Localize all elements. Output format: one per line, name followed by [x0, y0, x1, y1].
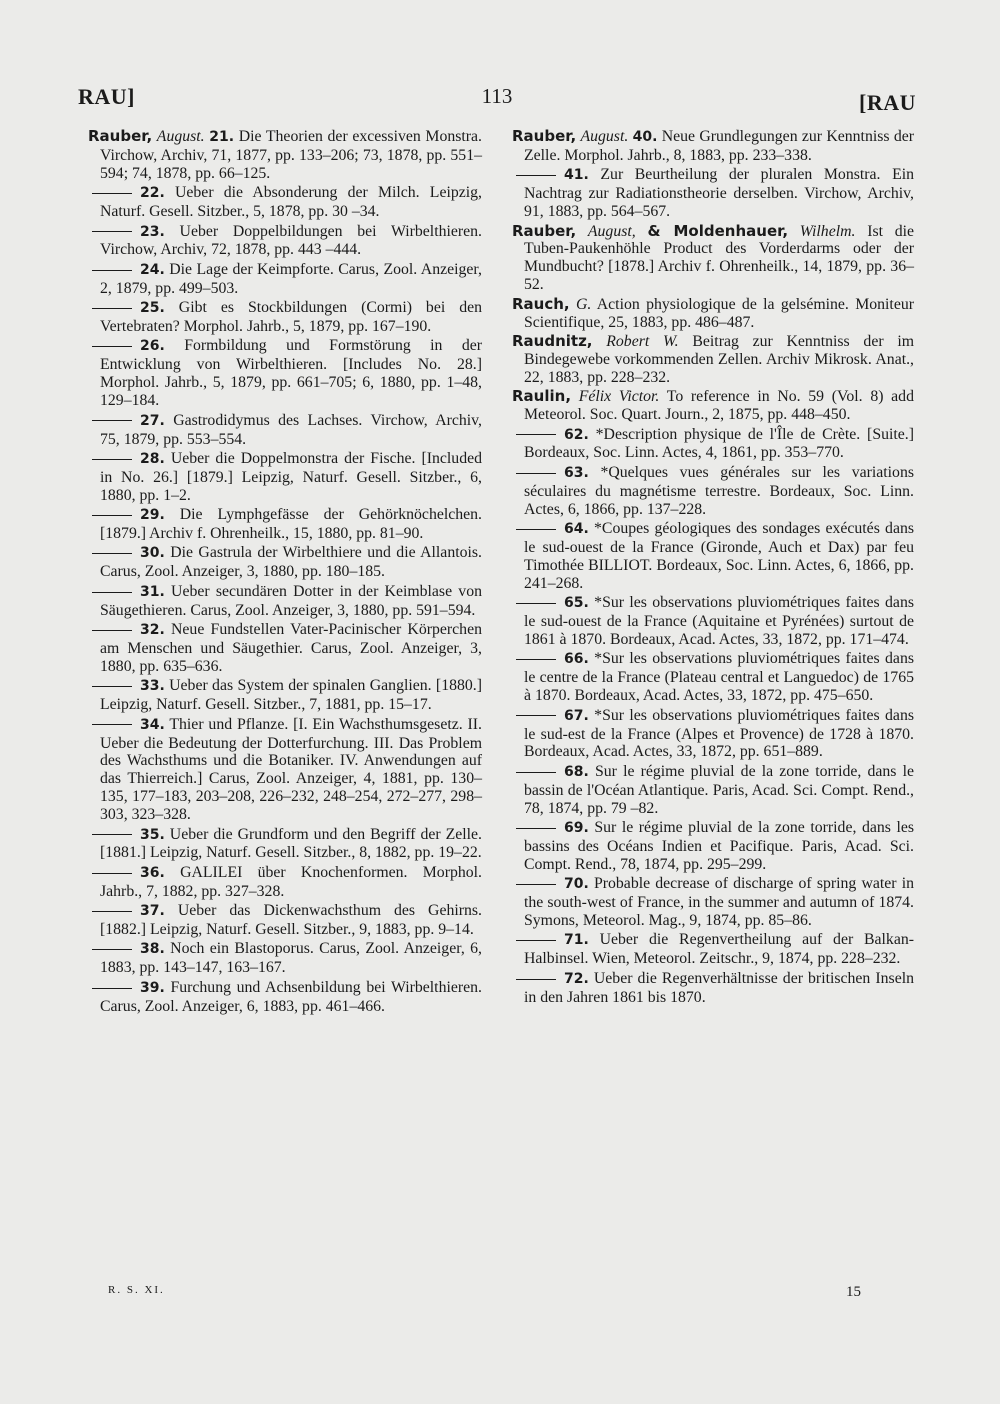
entry-text: Ueber die Absonderung der Milch. Leipzig, Naturf. Gesell. Sitzber., 5, 1878, pp. 30 –34. [100, 184, 482, 221]
entry-text: Ist die Tuben-Paukenhöhle Product des Vorderdarms oder der Mundbucht? [1878.] Archiv f. Ohrenheilk., 14, 1879, pp. 36–52. [524, 222, 914, 294]
entry-text: *Sur les observations pluviométriques faites dans le sud-ouest de la France (Aquitaine et Pyrénées) surtout de 1861 à 1870. Bordeaux, Acad. Actes, 33, 1872, pp. 171–474. [524, 594, 914, 648]
entry-given-name: August. [156, 128, 205, 145]
bibliography-entry [88, 128, 482, 183]
entry-number: 40. [632, 129, 658, 145]
ditto-rule [516, 473, 556, 474]
bibliography-entry [512, 296, 914, 332]
ditto-rule [516, 175, 556, 176]
right-column [512, 128, 914, 1008]
entry-number: 22. [140, 185, 165, 202]
ditto-rule [92, 553, 132, 554]
bibliography-entry [88, 337, 482, 410]
entry-given-name: Félix Victor. [578, 388, 660, 406]
entry-author: Rauber, [88, 127, 153, 145]
entry-text: Die Gastrula der Wirbelthiere und die Allantois. Carus, Zool. Anzeiger, 3, 1880, pp. 180–185. [100, 544, 482, 581]
entry-text: Ueber das System der spinalen Ganglien. [1880.] Leipzig, Naturf. Gesell. Sitzber., 7, 1881, pp. 15–17. [100, 677, 482, 714]
bibliography-entry [512, 650, 914, 705]
ditto-rule [516, 772, 556, 773]
entry-number: 29. [140, 507, 165, 524]
entry-text: *Sur les observations pluviométriques faites dans le centre de la France (Plateau central et Languedoc) de 1765 à 1870. Bordeaux, Acad. Actes, 33, 1872, pp. 475–650. [524, 650, 914, 705]
signature-mark: R. S. XI. [108, 1284, 165, 1296]
entry-number: 25. [140, 300, 165, 317]
ditto-rule [92, 949, 132, 950]
bibliography-entry [512, 333, 914, 387]
entry-author: Rauber, [512, 221, 577, 240]
running-head-right: [RAU [859, 90, 916, 115]
entry-text: GALILEI über Knochenformen. Morphol. Jahrb., 7, 1882, pp. 327–328. [100, 863, 482, 900]
entry-text: Neue Fundstellen Vater-Pacinischer Körperchen am Menschen und Säugethier. Carus, Zool. Anzeiger, 3, 1880, pp. 635–636. [100, 621, 482, 675]
ditto-rule [92, 911, 132, 912]
entry-text: Die Theorien der excessiven Monstra. Virchow, Archiv, 71, 1877, pp. 133–206; 73, 1878, pp. 551–594; 74, 1878, pp. 66–125. [100, 128, 482, 182]
bibliography-entry [88, 544, 482, 581]
entry-text: Ueber die Doppelmonstra der Fische. [Included in No. 26.] [1879.] Leipzig, Naturf. Gesell. Sitzber., 6, 1880, pp. 1–2. [100, 449, 483, 504]
entry-author: Raulin, [512, 387, 572, 406]
entry-text: Die Lage der Keimpforte. Carus, Zool. Anzeiger, 2, 1879, pp. 499–503. [100, 260, 482, 297]
entry-number: 72. [564, 970, 589, 987]
entry-text: Ueber secundären Dotter in der Keimblase von Säugethieren. Carus, Zool. Anzeiger, 3, 1880, pp. 591–594. [100, 582, 482, 619]
sheet-number: 15 [846, 1284, 861, 1300]
entry-given-name: Robert W. [606, 332, 679, 350]
ditto-rule [516, 434, 556, 435]
bibliography-entry [88, 864, 482, 901]
entry-text: Neue Grundlegungen zur Kenntniss der Zelle. Morphol. Jahrb., 8, 1883, pp. 233–338. [524, 128, 914, 164]
entry-text: *Sur les observations pluviométriques faites dans le sud-est de la France (Alpes et Provence) de 1728 à 1870. Bordeaux, Acad. Actes, 33, 1872, pp. 651–889. [524, 706, 914, 761]
bibliography-entry [512, 707, 914, 762]
ditto-rule [92, 459, 132, 460]
ditto-rule [516, 884, 556, 885]
ditto-rule [92, 420, 132, 421]
entry-number: 23. [140, 223, 165, 240]
entry-text: Probable decrease of discharge of spring water in the south-west of France, in the summer and autumn of 1874. Symons, Meteorol. Mag., 9, 1874, pp. 85–86. [524, 875, 914, 930]
bibliography-entry [512, 520, 914, 593]
entry-number: 27. [140, 412, 165, 429]
ditto-rule [92, 686, 132, 687]
entry-text: Ueber die Regenverhältnisse der britischen Inseln in den Jahren 1861 bis 1870. [524, 969, 915, 1006]
page-number: 113 [481, 84, 513, 108]
bibliography-entry [512, 223, 914, 295]
ditto-rule [92, 630, 132, 631]
ditto-rule [92, 308, 132, 309]
entry-number: 37. [140, 903, 165, 920]
entry-number: 63. [564, 464, 589, 481]
bibliography-entry [88, 583, 482, 620]
entry-text: Ueber das Dickenwachsthum des Gehirns. [1882.] Leipzig, Naturf. Gesell. Sitzber., 9, 1883, pp. 9–14. [100, 902, 483, 939]
ditto-rule [92, 724, 132, 725]
entry-text: Ueber Doppelbildungen bei Wirbelthieren. Virchow, Archiv, 72, 1878, pp. 443 –444. [100, 222, 482, 259]
bibliography-entry [88, 621, 482, 676]
ditto-rule [516, 828, 556, 829]
bibliography-entry [88, 184, 482, 221]
entry-text: Sur le régime pluvial de la zone torride, dans les bassins des Océans Indien et Pacifique. Paris, Acad. Sci. Compt. Rend., 78, 1874, pp. 295–299. [524, 819, 914, 873]
ditto-rule [516, 659, 556, 660]
bibliography-entry [88, 450, 482, 505]
entry-given-name: August. [580, 128, 629, 145]
entry-number: 66. [564, 651, 589, 668]
entry-number: 69. [564, 820, 589, 837]
entry-text: Gastrodidymus des Lachses. Virchow, Archiv, 75, 1879, pp. 553–554. [100, 411, 483, 448]
entry-text: *Quelques vues générales sur les variations séculaires du magnétisme terrestre. Bordeaux, Soc. Linn. Actes, 6, 1866, pp. 137–228. [524, 463, 914, 518]
entry-number: 68. [564, 763, 589, 780]
bibliography-entry [88, 902, 482, 939]
bibliography-entry [512, 464, 914, 519]
entry-number: 41. [564, 167, 589, 184]
ditto-rule [92, 193, 132, 194]
entry-text: Zur Beurtheilung der pluralen Monstra. Ein Nachtrag zur Radiationstheorie derselben. Virchow, Archiv, 91, 1883, pp. 564–567. [524, 166, 914, 221]
ditto-rule [92, 873, 132, 874]
page-header [78, 84, 916, 120]
entry-given-name: August, [587, 222, 636, 240]
entry-author: Rauber, [512, 127, 577, 145]
ditto-rule [516, 715, 556, 716]
entry-number: 71. [564, 932, 589, 949]
bibliography-entry [512, 388, 914, 424]
ditto-rule [516, 603, 556, 604]
bibliography-entry [88, 716, 482, 824]
entry-number: 24. [140, 261, 165, 278]
entry-author: Raudnitz, [512, 331, 593, 350]
entry-number: 64. [564, 521, 589, 538]
entry-number: 39. [140, 979, 165, 996]
entry-text: Die Lymphgefässe der Gehörknöchelchen. [1879.] Archiv f. Ohrenheilk., 15, 1880, pp. 81–90. [100, 506, 483, 543]
entry-number: 62. [564, 426, 589, 443]
entry-number: 65. [564, 595, 589, 612]
bibliography-entry [88, 506, 482, 543]
entry-number: 30. [140, 545, 165, 562]
entry-number: 21. [209, 129, 235, 145]
bibliography-entry [512, 970, 914, 1007]
entry-text: Beitrag zur Kenntniss der im Bindegewebe vorkommenden Zellen. Archiv Mikrosk. Anat., 22, 1883, pp. 228–232. [524, 332, 914, 386]
bibliography-entry [88, 412, 482, 449]
entry-text: Thier und Pflanze. [I. Ein Wachsthumsgesetz. II. Ueber die Bedeutung der Dotterfurchung. III. Das Problem des Wachsthums und die Botaniker. IV. Anwendungen auf das Thierreich.] Carus, Zool. Anzeiger, 4, 1881, pp. 130–135, 177–183, 203–208, 226–232, 248–254, 272–277, 298–303, 323–328. [100, 715, 482, 824]
entry-text: Ueber die Regenvertheilung auf der Balkan-Halbinsel. Wien, Meteorol. Zeitschr., 9, 1874, pp. 228–232. [524, 931, 915, 968]
entry-text: Ueber die Grundform und den Begriff der Zelle. [1881.] Leipzig, Naturf. Gesell. Sitzber., 8, 1882, pp. 19–22. [100, 825, 482, 862]
bibliography-entry [512, 931, 914, 968]
bibliography-entry [88, 677, 482, 714]
entry-text: Furchung und Achsenbildung bei Wirbelthieren. Carus, Zool. Anzeiger, 6, 1883, pp. 461–466. [100, 978, 482, 1015]
ditto-rule [516, 940, 556, 941]
ditto-rule [516, 979, 556, 980]
entry-text: *Coupes géologiques des sondages exécutés dans le sud-ouest de la France (Gironde, Auch et Dax) par feu Timothée BILLIOT. Bordeaux, Soc. Linn. Actes, 6, 1866, pp. 241–268. [524, 520, 914, 592]
bibliography-entry [88, 223, 482, 260]
entry-given-name: G. [575, 295, 592, 313]
entry-author: Rauch, [512, 294, 570, 313]
entry-number: 32. [140, 622, 165, 639]
bibliography-entry [88, 826, 482, 863]
entry-number: 34. [140, 716, 165, 733]
bibliography-entry [88, 299, 482, 336]
entry-number: 28. [140, 450, 165, 467]
ditto-rule [92, 592, 132, 593]
left-column [88, 128, 482, 1017]
entry-number: 38. [140, 941, 165, 958]
running-head-left: RAU] [78, 84, 135, 109]
entry-number: 26. [140, 338, 165, 355]
entry-text: Formbildung und Formstörung in der Entwicklung von Wirbelthieren. [Includes No. 28.] Morphol. Jahrb., 5, 1879, pp. 661–705; 6, 1880, pp. 1–48, 129–184. [100, 337, 483, 410]
ditto-rule [92, 270, 132, 271]
ditto-rule [92, 834, 132, 835]
entry-text: To reference in No. 59 (Vol. 8) add Meteorol. Soc. Quart. Journ., 2, 1875, pp. 448–450. [524, 388, 914, 424]
entry-text: Gibt es Stockbildungen (Cormi) bei den Vertebraten? Morphol. Jahrb., 5, 1879, pp. 167–190. [100, 299, 482, 336]
entry-number: 31. [140, 583, 165, 600]
bibliography-entry [512, 166, 914, 221]
entry-text: Action physiologique de la gelsémine. Moniteur Scientifique, 25, 1883, pp. 486–487. [524, 295, 914, 331]
entry-number: 35. [140, 826, 165, 843]
entry-coauthor: & Moldenhauer, [647, 221, 789, 240]
bibliography-entry [88, 979, 482, 1016]
entry-number: 70. [564, 876, 589, 893]
bibliography-entry [512, 875, 914, 930]
bibliography-entry [512, 819, 914, 874]
ditto-rule [92, 988, 132, 989]
ditto-rule [92, 346, 132, 347]
ditto-rule [92, 231, 132, 232]
entry-text: Noch ein Blastoporus. Carus, Zool. Anzeiger, 6, 1883, pp. 143–147, 163–167. [100, 940, 482, 977]
bibliography-entry [512, 594, 914, 649]
entry-coauthor-given-name: Wilhelm. [799, 222, 856, 240]
entry-number: 33. [140, 678, 165, 695]
bibliography-entry [88, 940, 482, 977]
ditto-rule [92, 515, 132, 516]
bibliography-entry [512, 763, 914, 818]
entry-number: 36. [140, 864, 165, 881]
entry-text: *Description physique de l'Île de Crète. [Suite.] Bordeaux, Soc. Linn. Actes, 4, 1861, pp. 353–770. [524, 425, 915, 462]
ditto-rule [516, 529, 556, 530]
bibliography-entry [88, 261, 482, 298]
bibliography-entry [512, 128, 914, 165]
bibliography-entry [512, 426, 914, 463]
entry-text: Sur le régime pluvial de la zone torride, dans le bassin de l'Océan Atlantique. Paris, Acad. Sci. Compt. Rend., 78, 1874, pp. 79 –82. [524, 762, 914, 817]
entry-number: 67. [564, 707, 589, 724]
